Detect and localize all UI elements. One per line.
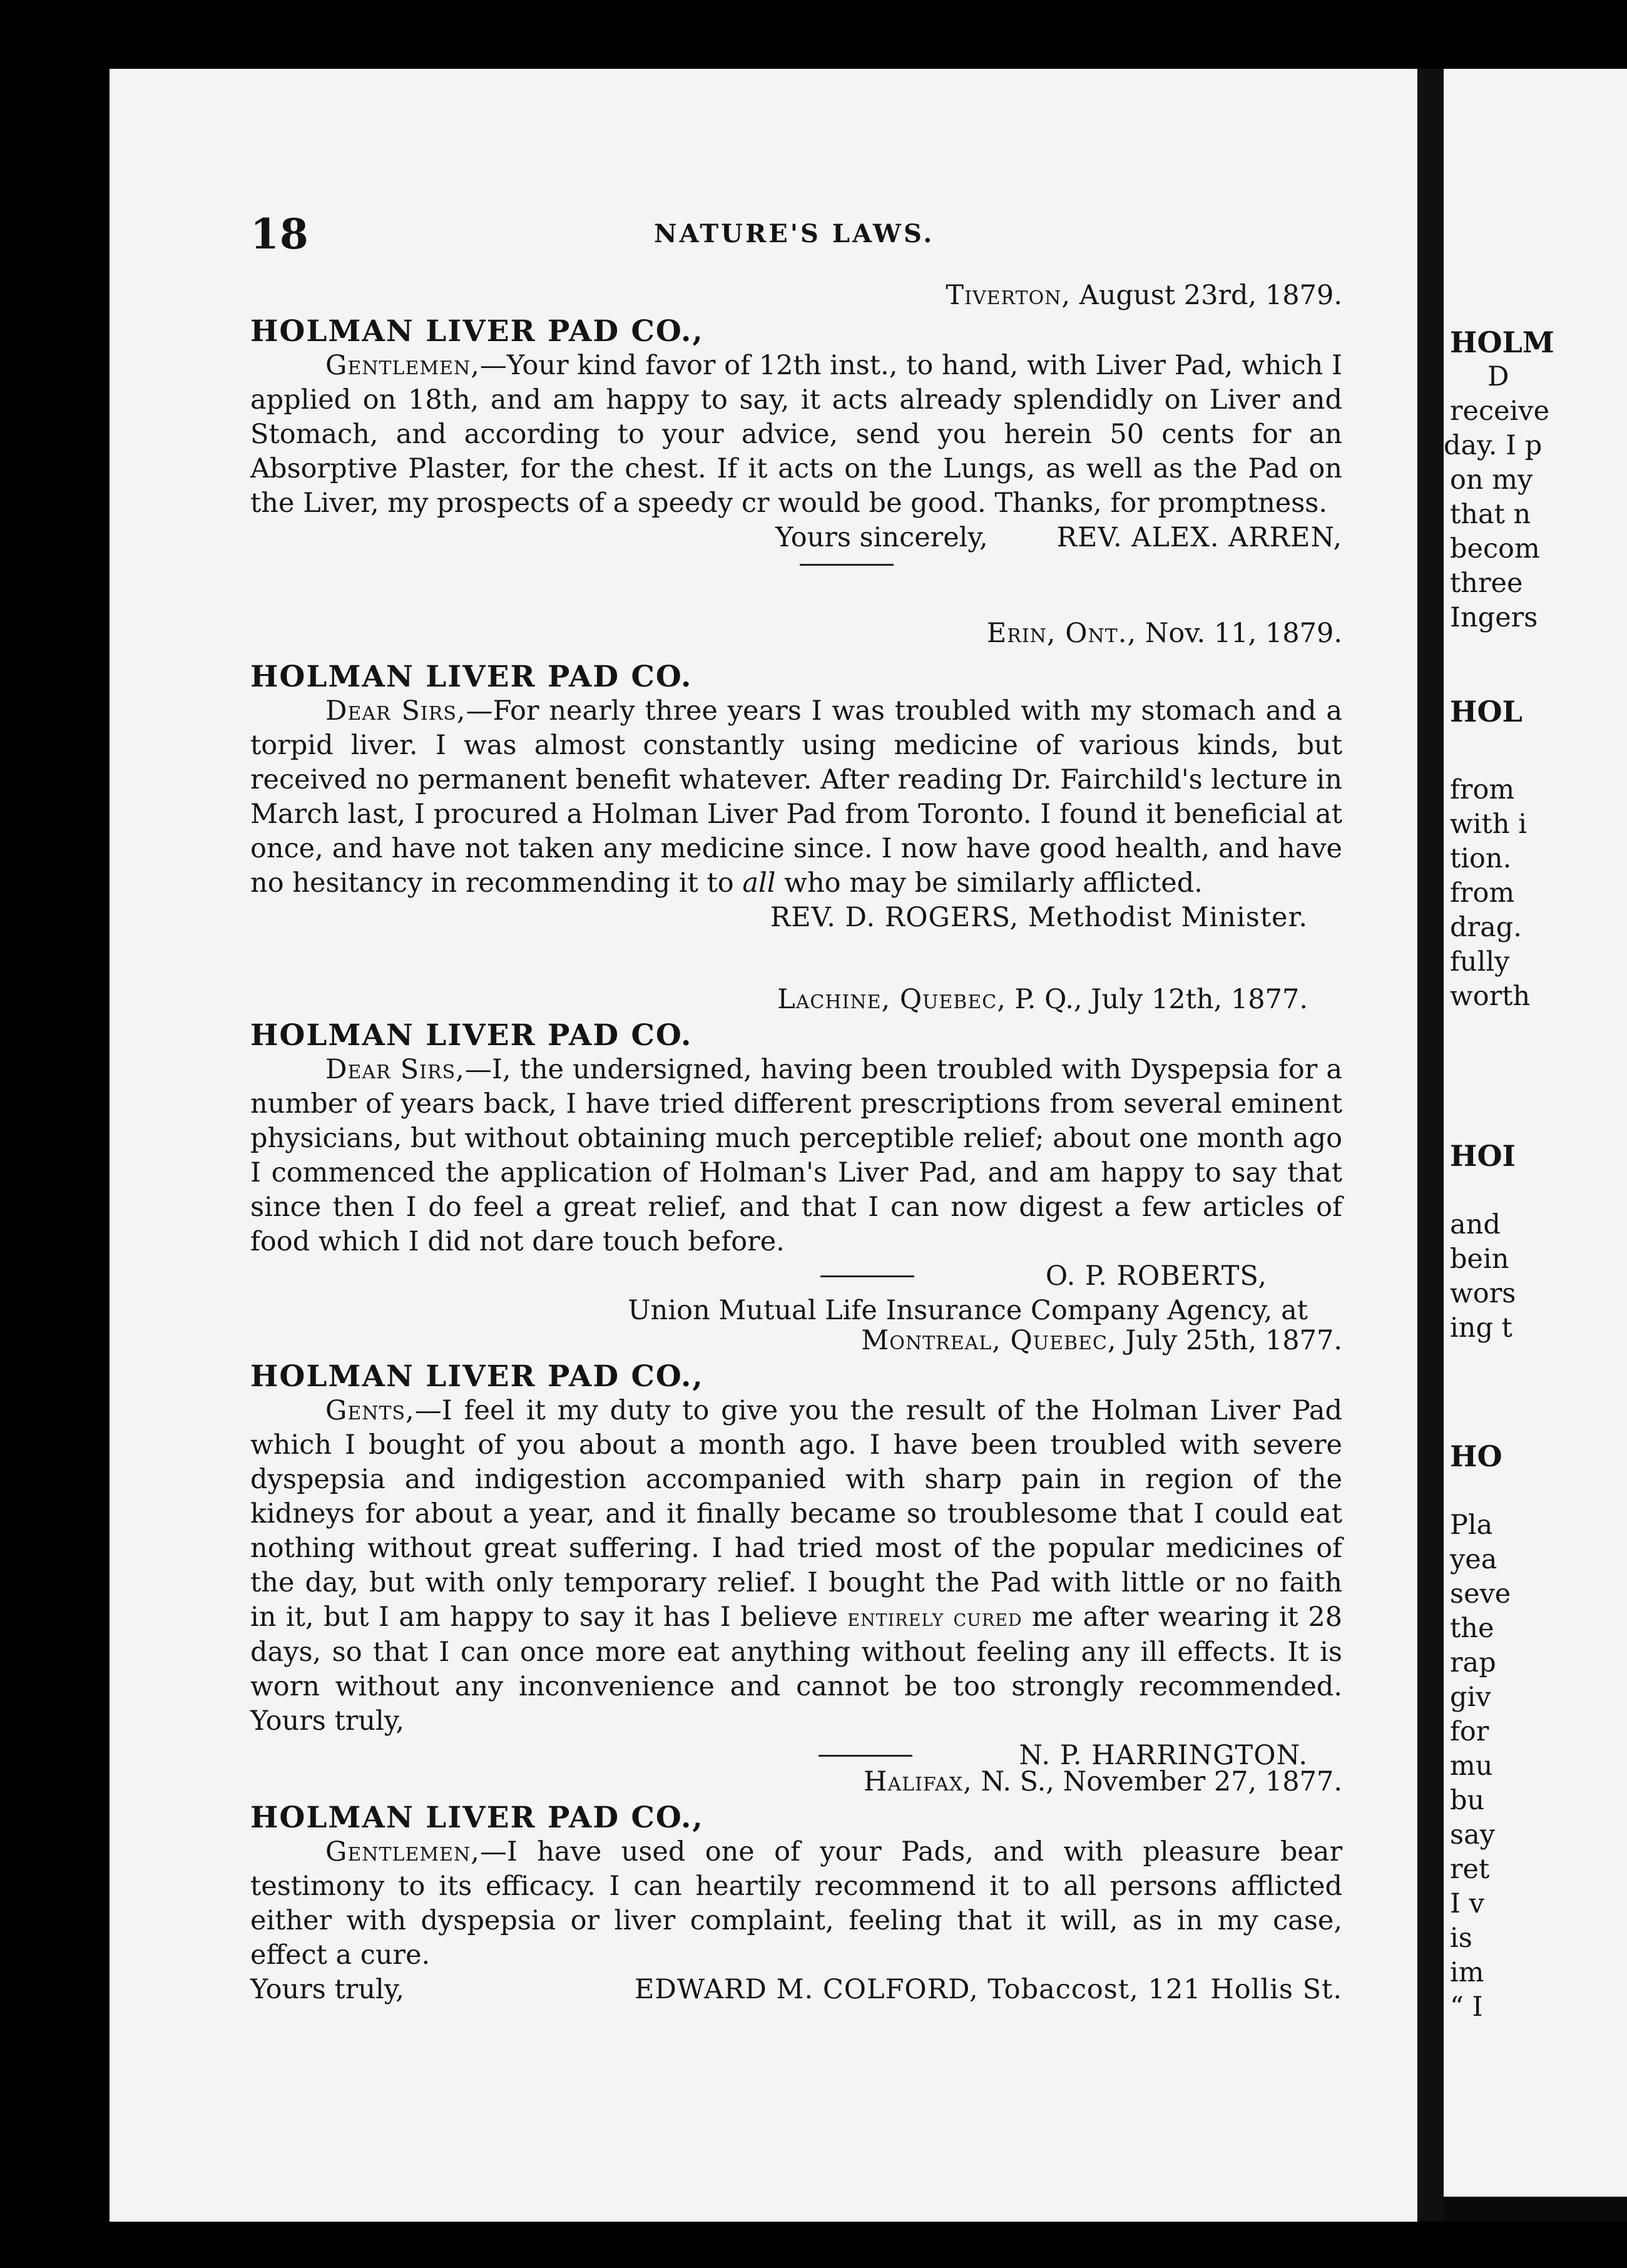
letter-text: —I have used one of your Pads, and with pleasure bear testimony to its efficacy. I can heartily recommend it to all persons afflicted either with dyspepsia or liver complaint, feeling that it will, as in my case, effect a cure.: [250, 1836, 1342, 1971]
facing-page-text-fragment: receive: [1450, 396, 1550, 427]
dateline: [250, 1765, 1342, 1799]
facing-page-text-fragment: say: [1450, 1819, 1495, 1851]
letter-text: —I, the undersigned, having been troubled with Dyspepsia for a number of years back, I have tried different prescriptions from several eminent physicians, but without obtaining much perceptible relief; about one month ago I commenced the application of Holman's Liver Pad, and am happy to say that since then I do feel a great relief, and that I can now digest a few articles of food which I did not dare touch before.: [250, 1054, 1342, 1257]
closing: Yours sincerely,: [775, 522, 988, 553]
salutation: Gentlemen,: [325, 1836, 480, 1867]
facing-page-text-fragment: and: [1450, 1209, 1501, 1240]
dateline: [250, 616, 1342, 651]
facing-page-heading-fragment: HOI: [1450, 1139, 1516, 1173]
signature: EDWARD M. COLFORD, Tobaccost, 121 Hollis St.: [635, 1974, 1342, 2005]
facing-page-heading-fragment: HO: [1450, 1439, 1502, 1473]
facing-page-text-fragment: im: [1450, 1957, 1484, 1988]
testimonial-letter: [250, 278, 1342, 572]
facing-page-text-fragment: Pla: [1450, 1509, 1493, 1541]
closing: Yours truly,: [250, 1974, 405, 2005]
facing-page: [1444, 69, 1627, 2222]
facing-page-text-fragment: rap: [1450, 1647, 1496, 1678]
letter-body: [250, 1835, 1342, 1973]
dateline-date: N. S., November 27, 1877.: [981, 1766, 1342, 1797]
facing-page-text-fragment: tion.: [1450, 843, 1512, 874]
signature: REV. ALEX. ARREN,: [1056, 522, 1342, 553]
letter-heading: HOLMAN LIVER PAD CO.,: [250, 314, 704, 349]
letter-heading: HOLMAN LIVER PAD CO.,: [250, 1359, 704, 1394]
page-edge-shadow: [1444, 2197, 1627, 2222]
facing-page-text-fragment: mu: [1450, 1750, 1493, 1782]
signature: N. P. HARRINGTON.: [1019, 1740, 1308, 1771]
dateline-place: Erin, Ont.,: [986, 618, 1137, 649]
page-number: 18: [250, 210, 309, 258]
facing-page-text-fragment: seve: [1450, 1578, 1511, 1610]
signature-line: [250, 1259, 1267, 1294]
facing-page-text-fragment: fully: [1450, 946, 1510, 978]
facing-page-text-fragment: for: [1450, 1716, 1489, 1747]
facing-page-text-fragment: D: [1487, 361, 1509, 392]
facing-page-text-fragment: day. I p: [1444, 430, 1543, 461]
facing-page-text-fragment: three: [1450, 568, 1523, 599]
letter-heading: HOLMAN LIVER PAD CO.,: [250, 1801, 704, 1835]
dateline-date: P. Q., July 12th, 1877.: [1014, 984, 1308, 1015]
salutation: Dear Sirs,: [325, 1054, 465, 1085]
dateline: [250, 278, 1342, 313]
signature: O. P. ROBERTS,: [1045, 1260, 1267, 1292]
facing-page-text-fragment: the: [1450, 1613, 1494, 1644]
divider-rule: [800, 564, 894, 566]
facing-page-text-fragment: Ingers: [1450, 602, 1538, 633]
facing-page-text-fragment: with i: [1450, 809, 1527, 840]
testimonial-letter: [250, 1324, 1342, 1773]
facing-page-text-fragment: wors: [1450, 1278, 1516, 1309]
letter-text: —I feel it my duty to give you the result of the Holman Liver Pad which I bought of you about a month ago. I have been troubled with severe dyspepsia and indigestion accompanied with sharp pain in region of the kidneys for about a year, and it finally became so troublesome that I could eat nothing without great suffering. I had tried most of the popular medicines of the day, but with only temporary relief. I bought the Pad with little or no faith in it, but I am happy to say it has I believe: [250, 1395, 1342, 1633]
dateline-place: Montreal, Quebec,: [861, 1325, 1117, 1356]
dateline-place: Lachine, Quebec,: [777, 984, 1006, 1015]
salutation: Gentlemen,: [325, 350, 480, 381]
salutation: Gents,: [325, 1395, 415, 1426]
facing-page-text-fragment: ing t: [1450, 1312, 1512, 1344]
facing-page-text-fragment: that n: [1450, 499, 1531, 530]
letter-heading: HOLMAN LIVER PAD CO.: [250, 660, 693, 694]
letter-heading: HOLMAN LIVER PAD CO.: [250, 1018, 693, 1053]
agency-line: Union Mutual Life Insurance Company Agency, at: [628, 1295, 1308, 1326]
facing-page-text-fragment: from: [1450, 877, 1515, 909]
letter-text: —For nearly three years I was troubled with my stomach and a torpid liver. I was almost constantly using medicine of various kinds, but received no permanent benefit whatever. After reading Dr. Fairchild's lecture in March last, I procured a Holman Liver Pad from Toronto. I found it beneficial at once, and have not taken any medicine since. I now have good health, and have no hesitancy in recommending it to: [250, 695, 1342, 899]
facing-page-text-fragment: from: [1450, 774, 1515, 805]
signature-line: [250, 1973, 1342, 2007]
facing-page-text-fragment: yea: [1450, 1544, 1497, 1575]
dateline: [250, 983, 1308, 1017]
letter-text-end: who may be similarly afflicted.: [775, 867, 1203, 899]
facing-page-text-fragment: “ I: [1450, 1991, 1483, 2023]
facing-page-text-fragment: worth: [1450, 981, 1531, 1012]
dateline-place: Tiverton,: [946, 280, 1071, 311]
closing: Yours truly,: [250, 1705, 405, 1737]
testimonial-letter: [250, 983, 1342, 1328]
dateline-place: Halifax,: [863, 1766, 972, 1797]
facing-page-text-fragment: bu: [1450, 1785, 1485, 1816]
signature-line: [250, 521, 1342, 555]
divider-rule: [819, 1755, 912, 1757]
facing-page-heading-fragment: HOLM: [1450, 325, 1554, 359]
facing-page-text-fragment: ret: [1450, 1854, 1490, 1885]
testimonial-letter: [250, 616, 1342, 935]
signature: REV. D. ROGERS, Methodist Minister.: [770, 902, 1308, 933]
facing-page-text-fragment: drag.: [1450, 912, 1522, 943]
facing-page-text-fragment: on my: [1450, 464, 1533, 496]
dateline: [250, 1324, 1342, 1358]
letter-body: [250, 694, 1342, 901]
facing-page-text-fragment: becom: [1450, 533, 1540, 564]
running-title: NATURE'S LAWS.: [654, 219, 935, 248]
salutation: Dear Sirs,: [325, 695, 466, 727]
facing-page-text-fragment: I v: [1450, 1888, 1484, 1919]
letter-body: [250, 1394, 1342, 1739]
letter-body: [250, 1053, 1342, 1259]
letter-text-end: me after wearing it 28 days, so that I can once more eat anything without feeling any ill effects. It is worn without any inconvenience and cannot be too strongly recommended.: [250, 1601, 1342, 1702]
testimonial-letter: [250, 1765, 1342, 2007]
letter-body: [250, 349, 1342, 521]
facing-page-text-fragment: giv: [1450, 1682, 1491, 1713]
letter-text: —Your kind favor of 12th inst., to hand, with Liver Pad, which I applied on 18th, and am happy to say, it acts already splendidly on Liver and Stomach, and according to your advice, send you herein 50 cents for an Absorptive Plaster, for the chest. If it acts on the Lungs, as well as the Pad on the Liver, my prospects of a speedy cr would be good. Thanks, for promptness.: [250, 350, 1342, 519]
divider-rule: [820, 1275, 914, 1277]
emphasis-text: all: [742, 867, 776, 899]
emphasis-caps: entirely cured: [847, 1604, 1023, 1632]
facing-page-text-fragment: is: [1450, 1923, 1472, 1954]
dateline-date: August 23rd, 1879.: [1079, 280, 1342, 311]
facing-page-text-fragment: bein: [1450, 1244, 1509, 1275]
facing-page-heading-fragment: HOL: [1450, 695, 1522, 728]
page-gutter: [1417, 69, 1444, 2222]
dateline-date: Nov. 11, 1879.: [1145, 618, 1342, 649]
dateline-date: July 25th, 1877.: [1125, 1325, 1342, 1356]
